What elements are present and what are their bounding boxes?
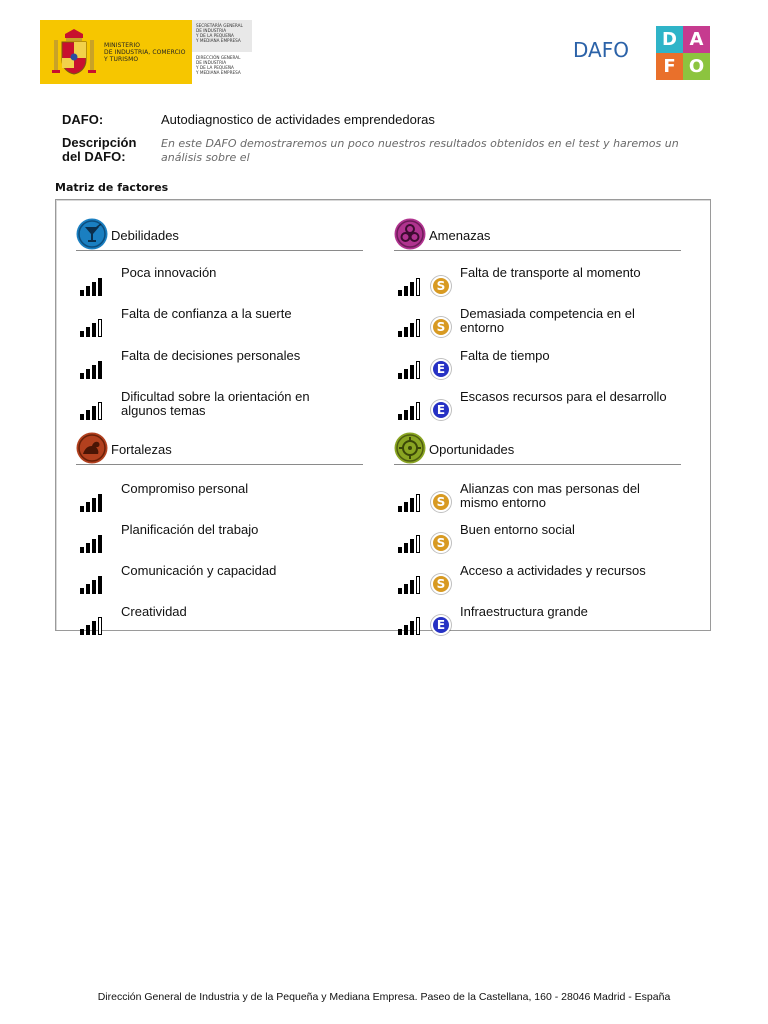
goblet-icon: [76, 218, 108, 250]
factor-label: Acceso a actividades y recursos: [460, 563, 646, 578]
signal-strength-icon: [398, 319, 422, 337]
matrix-heading: Matriz de factores: [55, 181, 169, 194]
dafo-logo-letter: F: [656, 53, 683, 80]
ministerio-logo-yellow: [40, 20, 192, 84]
badge-s-icon: S: [431, 574, 451, 594]
signal-strength-icon: [398, 617, 422, 635]
factor-item: [76, 523, 376, 553]
dafo-label: DAFO:: [62, 112, 104, 127]
factor-label: Falta de transporte al momento: [460, 265, 641, 280]
factor-label: Buen entorno social: [460, 522, 575, 537]
quadrant-header: [394, 432, 681, 465]
quadrant-title: Fortalezas: [111, 442, 172, 457]
arm-icon: [76, 432, 108, 464]
quadrant-title: Oportunidades: [429, 442, 515, 457]
factor-item: [394, 564, 694, 594]
quadrant-header: [76, 218, 363, 251]
signal-strength-icon: [398, 576, 422, 594]
dafo-value: Autodiagnostico de actividades emprendedoras: [161, 112, 435, 127]
signal-strength-icon: [80, 494, 104, 512]
biohazard-icon: [394, 218, 426, 250]
page-title: DAFO: [573, 38, 629, 62]
factor-item: [394, 266, 694, 296]
quadrant-header: [76, 432, 363, 465]
target-icon: [394, 432, 426, 464]
secretaria-logo: [192, 20, 252, 84]
factor-label: Falta de tiempo: [460, 348, 550, 363]
factor-label: Falta de confianza a la suerte: [121, 306, 292, 321]
signal-strength-icon: [398, 535, 422, 553]
badge-s-icon: S: [431, 533, 451, 553]
badge-s-icon: S: [431, 317, 451, 337]
badge-e-icon: E: [431, 615, 451, 635]
signal-strength-icon: [398, 361, 422, 379]
badge-s-icon: S: [431, 276, 451, 296]
signal-strength-icon: [398, 278, 422, 296]
direccion-text: DIRECCIÓN GENERAL DE INDUSTRIA Y DE LA PEQUEÑA Y MEDIANA EMPRESA: [192, 52, 252, 84]
factor-label: Compromiso personal: [121, 481, 249, 496]
signal-strength-icon: [80, 278, 104, 296]
badge-e-icon: E: [431, 400, 451, 420]
quadrant-title: Amenazas: [429, 228, 491, 243]
signal-strength-icon: [80, 402, 104, 420]
factor-label: Infraestructura grande: [460, 604, 588, 619]
factor-label: Planificación del trabajo: [121, 522, 259, 537]
badge-s-icon: S: [431, 492, 451, 512]
factor-item: [394, 482, 694, 512]
factor-label: Falta de decisiones personales: [121, 348, 301, 363]
dafo-logo: [656, 26, 710, 80]
signal-strength-icon: [80, 576, 104, 594]
secretaria-text: SECRETARÍA GENERAL DE INDUSTRIA Y DE LA PEQUEÑA Y MEDIANA EMPRESA: [192, 20, 252, 52]
factor-matrix: [55, 199, 711, 631]
factor-label: Creatividad: [121, 604, 187, 619]
factor-item: [394, 390, 694, 420]
ministerio-logo: [40, 20, 252, 84]
description-label: Descripción del DAFO:: [62, 135, 137, 164]
factor-item: [394, 523, 694, 553]
ministerio-name: MINISTERIO DE INDUSTRIA, COMERCIO Y TURISMO: [104, 41, 186, 63]
factor-label: Demasiada competencia en el entorno: [460, 306, 635, 335]
factor-item: [76, 349, 376, 379]
factor-label: Alianzas con mas personas del mismo entorno: [460, 481, 640, 510]
quadrant-header: [394, 218, 681, 251]
signal-strength-icon: [398, 402, 422, 420]
signal-strength-icon: [80, 361, 104, 379]
factor-item: [76, 482, 376, 512]
factor-item: [394, 349, 694, 379]
signal-strength-icon: [398, 494, 422, 512]
signal-strength-icon: [80, 535, 104, 553]
signal-strength-icon: [80, 319, 104, 337]
factor-item: [394, 307, 694, 337]
factor-label: Comunicación y capacidad: [121, 563, 277, 578]
dafo-logo-letter: A: [683, 26, 710, 53]
footer-address: Dirección General de Industria y de la Pequeña y Mediana Empresa. Paseo de la Castellana, 160 - 28046 Madrid - España: [97, 991, 671, 1003]
dafo-logo-letter: O: [683, 53, 710, 80]
signal-strength-icon: [80, 617, 104, 635]
factor-label: Escasos recursos para el desarrollo: [460, 389, 667, 404]
badge-e-icon: E: [431, 359, 451, 379]
coat-of-arms-icon: [52, 26, 96, 78]
quadrant-title: Debilidades: [111, 228, 179, 243]
factor-label: Dificultad sobre la orientación en algunos temas: [121, 389, 310, 418]
factor-item: [76, 605, 376, 635]
factor-label: Poca innovación: [121, 265, 217, 280]
description-value: En este DAFO demostraremos un poco nuestros resultados obtenidos en el test y haremos un análisis sobre el: [161, 137, 679, 164]
factor-item: [76, 307, 376, 337]
factor-item: [76, 390, 376, 420]
factor-item: [394, 605, 694, 635]
factor-item: [76, 564, 376, 594]
factor-item: [76, 266, 376, 296]
dafo-logo-letter: D: [656, 26, 683, 53]
